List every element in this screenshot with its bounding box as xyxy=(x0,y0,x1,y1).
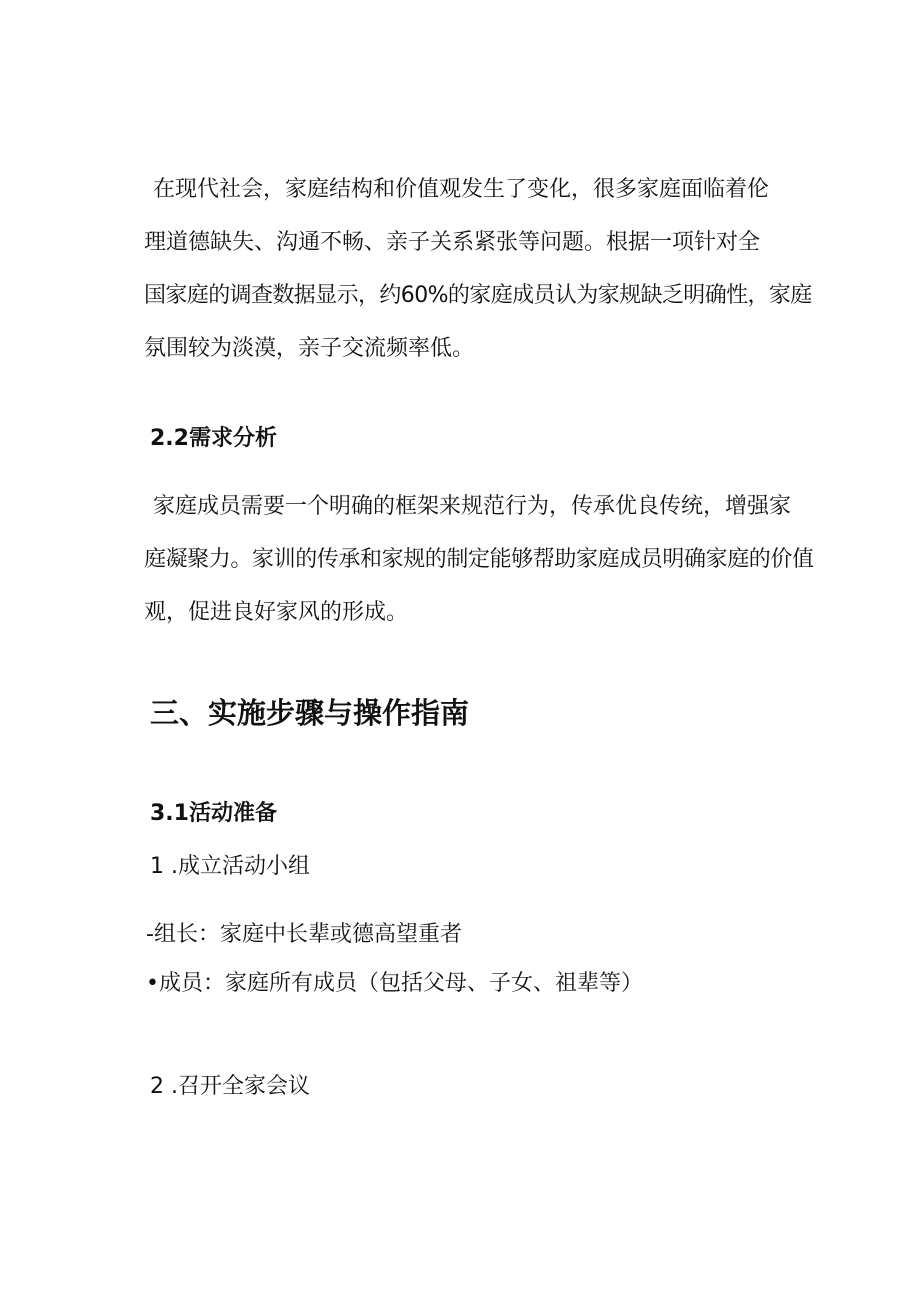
intro-paragraph xyxy=(144,163,830,375)
section-2-2-heading: 2.2需求分析 xyxy=(150,426,277,451)
needs-line-3: 观，促进良好家风的形成。 xyxy=(144,600,409,625)
intro-line-3: 国家庭的调查数据显示，约60%的家庭成员认为家规缺乏明确性，家庭 xyxy=(144,283,812,308)
intro-line-2: 理道德缺失、沟通不畅、亲子关系紧张等问题。根据一项针对全 xyxy=(144,230,761,255)
section-2-2-paragraph xyxy=(144,480,830,639)
needs-line-1: 家庭成员需要一个明确的框架来规范行为，传承优良传统，增强家 xyxy=(153,494,792,519)
needs-line-2: 庭凝聚力。家训的传承和家规的制定能够帮助家庭成员明确家庭的价值 xyxy=(144,547,814,572)
step-2-item: 2 .召开全家会议 xyxy=(150,1074,310,1099)
chapter-3-heading: 三、实施步骤与操作指南 xyxy=(150,696,470,730)
member-item-members: •成员：家庭所有成员（包括父母、子女、祖辈等） xyxy=(146,971,643,996)
member-item-leader: -组长：家庭中长辈或德高望重者 xyxy=(146,922,462,947)
section-3-1-heading: 3.1活动准备 xyxy=(150,801,277,826)
intro-line-4: 氛围较为淡漠，亲子交流频率低。 xyxy=(144,336,475,361)
intro-line-1: 在现代社会，家庭结构和价值观发生了变化，很多家庭面临着伦 xyxy=(153,177,770,202)
step-1-item: 1 .成立活动小组 xyxy=(150,854,310,879)
